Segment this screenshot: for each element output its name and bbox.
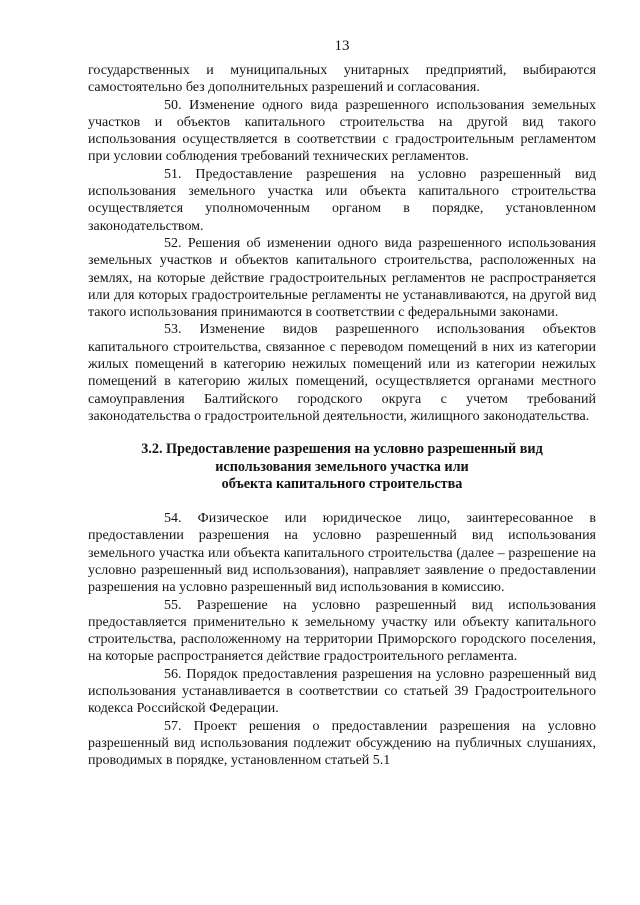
paragraph-number: 54. — [164, 511, 182, 527]
continuation-text: государственных и муниципальных унитарных предприятий, выбираются самостоятельно без дополнительных разрешений и согласования. — [88, 63, 596, 96]
paragraph-number: 50. — [164, 97, 182, 113]
paragraph-52 — [88, 235, 596, 321]
paragraph-text: Порядок предоставления разрешения на условно разрешенный вид использования устанавливается в соответствии со статьей 39 Градостроительного кодекса Российской Федерации. — [88, 666, 597, 717]
page-number: 13 — [334, 38, 350, 54]
paragraph-56 — [88, 666, 596, 718]
paragraph-number: 52. — [164, 235, 182, 251]
paragraph-number: 57. — [164, 718, 182, 734]
section-title-line: 3.2. Предоставление разрешения на условно разрешенный вид — [141, 441, 543, 458]
section-title-line: использования земельного участка или — [215, 458, 469, 475]
paragraph-text: Изменение видов разрешенного использования объектов капитального строительства, связанное с переводом помещений в них из категории жилых помещений в категорию нежилых помещений или из категории нежилых помещений в категорию жилых помещений, осуществляется органами местного самоуправления Балтийского городского округа с учетом требований законодательства о градостроительной деятельности, жилищного законодательства. — [88, 322, 597, 424]
paragraph-text: Решения об изменении одного вида разрешенного использования земельных участков и объектов капитального строительства, расположенных на землях, на которые действие градостроительных регламентов не распространяется или для которых градостроительные регламенты не устанавливаются, на другой вид такого использования принимаются в соответствии с федеральными законами. — [88, 235, 596, 321]
paragraph-53 — [88, 321, 596, 425]
paragraph-55 — [88, 597, 596, 666]
paragraph-number: 51. — [164, 166, 182, 182]
paragraph-number: 53. — [164, 322, 182, 338]
paragraph-54 — [88, 510, 596, 596]
paragraph-text: Проект решения о предоставлении разрешения на условно разрешенный вид использования подлежит обсуждению на публичных слушаниях, проводимых в порядке, установленном статьей 5.1 — [88, 718, 596, 769]
paragraph-text: Предоставление разрешения на условно разрешенный вид использования земельного участка или объекта капитального строительства осуществляется уполномоченным органом в порядке, установленном законодательством. — [88, 166, 597, 234]
document-page — [88, 36, 596, 769]
paragraph-text: Физическое или юридическое лицо, заинтересованное в предоставлении разрешения на условно разрешенный вид использования земельного участка или объекта капитального строительства (далее – разрешение на условно разрешенный вид использования), направляет заявление о предоставлении разрешения на условно разрешенный вид использования в комиссию. — [88, 511, 597, 596]
paragraph-number: 55. — [164, 597, 182, 613]
paragraph-text: Изменение одного вида разрешенного использования земельных участков и объектов капитального строительства на другой вид такого использования осуществляется в соответствии с градостроительным регламентом при условии соблюдения требований технических регламентов. — [88, 97, 597, 165]
section-title — [88, 441, 596, 494]
paragraph-number: 56. — [164, 666, 182, 682]
paragraph-50 — [88, 97, 596, 166]
section-title-line: объекта капитального строительства — [221, 476, 463, 493]
paragraph-text: Разрешение на условно разрешенный вид использования предоставляется применительно к земельному участку или объекту капитального строительства, расположенному на территории Приморского городского поселения, на которые распространяется действие градостроительного регламента. — [88, 597, 596, 665]
paragraph-51 — [88, 166, 596, 235]
paragraph-57 — [88, 718, 596, 770]
